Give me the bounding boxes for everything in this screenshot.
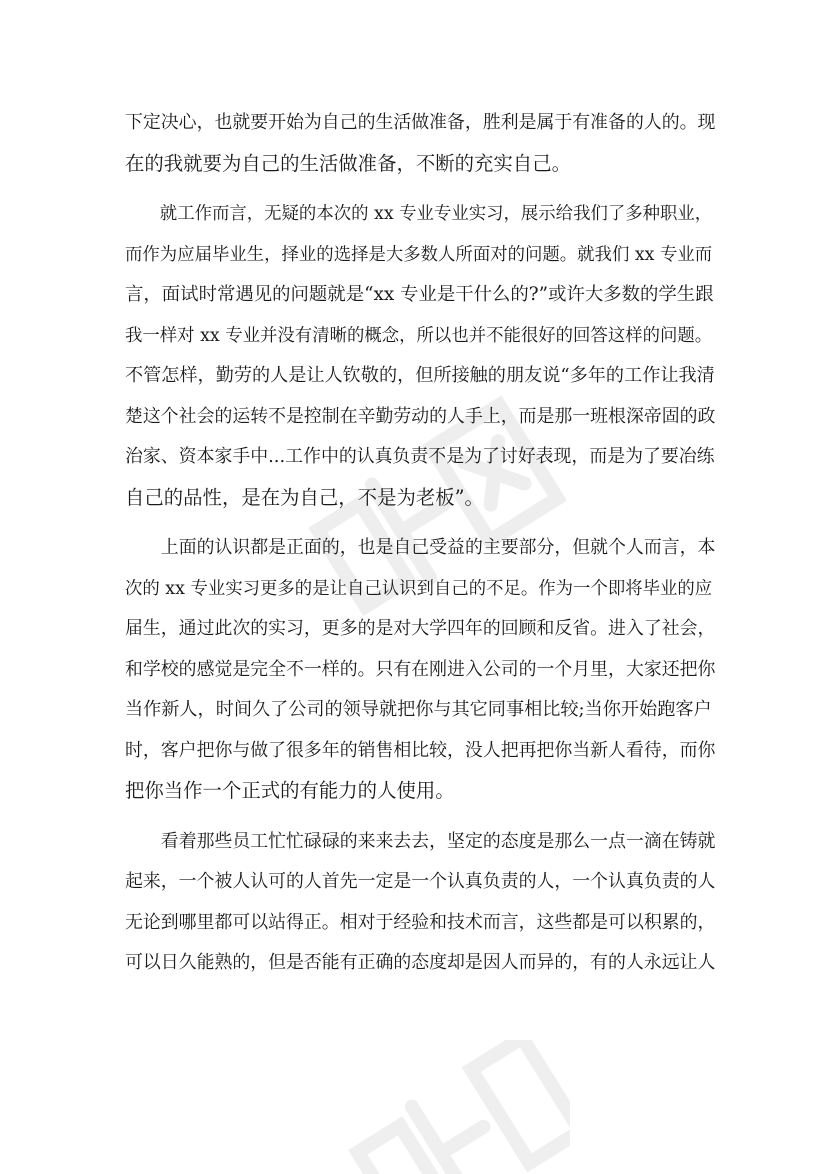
text-line: 不管怎样，勤劳的人是让人钦敬的，但所接触的朋友说“多年的工作让我清 [125, 365, 715, 386]
text-line: 把你当作一个正式的有能力的人使用。 [125, 779, 455, 802]
text-line: 治家、资本家手中...工作中的认真负责不是为了讨好表现，而是为了要冶练 [125, 446, 715, 467]
text-line: 上面的认识都是正面的，也是自己受益的主要部分，但就个人而言，本 [160, 537, 716, 558]
text-line: 起来，一个被人认可的人首先一定是一个认真负责的人，一个认真负责的人 [125, 871, 716, 892]
text-line: 在的我就要为自己的生活做准备，不断的充实自己。 [125, 151, 571, 175]
document-body [125, 103, 717, 994]
text-line: 无论到哪里都可以站得正。相对于经验和技术而言，这些都是可以积累的， [125, 911, 716, 933]
paragraph-4 [125, 822, 717, 984]
text-line: 下定决心，也就要开始为自己的生活做准备，胜利是属于有准备的人的。现 [125, 112, 716, 133]
paragraph-1 [125, 103, 717, 184]
text-line: 看着那些员工忙忙碌碌的来来去去，坚定的态度是那么一点一滴在铸就 [160, 830, 716, 852]
text-line: 而作为应届毕业生，择业的选择是大多数人所面对的问题。就我们 xx 专业而 [125, 244, 713, 265]
text-line: 自己的品性，是在为自己，不是为老板”。 [125, 485, 484, 509]
text-line: 和学校的感觉是完全不一样的。只有在刚进入公司的一个月里，大家还把你 [125, 658, 716, 680]
text-line: 言，面试时常遇见的问题就是“xx 专业是干什么的?”或许大多数的学生跟 [125, 284, 714, 305]
paragraph-2 [125, 194, 717, 518]
paragraph-3 [125, 528, 717, 812]
text-line: 时，客户把你与做了很多年的销售相比较，没人把再把你当新人看待，而你 [125, 739, 716, 761]
text-line: 我一样对 xx 专业并没有清晰的概念，所以也并不能很好的回答这样的问题。 [125, 325, 713, 346]
text-line: 届生，通过此次的实习，更多的是对大学四年的回顾和反省。进入了社会， [125, 618, 716, 639]
text-line: 就工作而言，无疑的本次的 xx 专业专业实习，展示给我们了多种职业， [159, 204, 713, 224]
text-line: 次的 xx 专业实习更多的是让自己认识到自己的不足。作为一个即将毕业的应 [125, 578, 713, 599]
text-line: 楚这个社会的运转不是控制在辛勤劳动的人手上，而是那一班根深帝固的政 [125, 405, 716, 427]
text-line: 可以日久能熟的，但是否能有正确的态度却是因人而异的，有的人永远让人 [125, 952, 716, 973]
watermark-stamp-bottom [330, 1040, 570, 1174]
text-line: 当作新人，时间久了公司的领导就把你与其它同事相比较;当你开始跑客户 [125, 699, 712, 720]
